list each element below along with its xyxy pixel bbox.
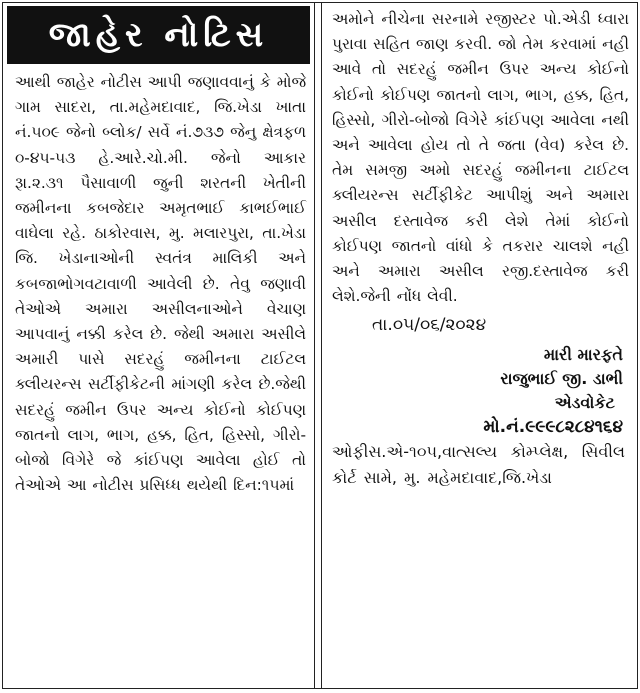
- notice-headline: જાહેર નોટિસ: [7, 6, 310, 64]
- notice-date: તા.૦૫/૦૬/૨૦૨૪: [372, 315, 487, 336]
- signature-name: રાજુભાઈ જી. ડાભી: [500, 369, 623, 389]
- notice-text-left: આથી જાહેર નોટીસ આપી જણાવવાનું કે મોજે ગામ સાદરા, તા.મહેમદાવાદ, જિ.ખેડા ખાતા નં.૫૦૯ જેનો બ્લોક/ સર્વે નં.૭૩૭ જેનુ ક્ષેત્રફળ ૦-૪૫-૫૩ હે.આરે.ચો.મી. જેનો આકાર રૂા.૨.૩૧ પૈસાવાળી જુની શરતની ખેતીની જમીનના કબજેદાર અમૃતભાઈ કાભઈભાઈ વાઘેલા રહે. ઠાકોરવાસ, મુ. મલારપુરા, તા.ખેડા જિ. ખેડાનાઓની સ્વતંત્ર માલિકી અને કબજાભોગવટાવાળી આવેલી છે. તેવુ જણાવી તેઓએ અમારા અસીલનાઓને વેચાણ આપવાનું નક્કી કરેલ છે. જેથી અમારા અસીલે અમારી પાસે સદરહું જમીનના ટાઈટલ ક્લીયરન્સ સર્ટીફીકેટની માંગણી કરેલ છે.જેથી સદરહું જમીન ઉપર અન્ય કોઈનો કોઈપણ જાતનો લાગ, ભાગ, હક્ક, હિત, હિસ્સો, ગીરો- બોજો વિગેરે જે કાંઈપણ આવેલા હોઈ તો તેઓએ આ નોટીસ પ્રસિધ્ધ થયેથી દિન:૧૫માં: [15, 73, 306, 495]
- left-column: [3, 3, 315, 688]
- signature-title: એડવોકેટ: [554, 393, 615, 413]
- signature-via: મારી મારફતે: [543, 345, 623, 365]
- left-body: [3, 70, 314, 498]
- signature-phone: મો.નં.૯૯૯૮૨૮૪૧૬૪: [483, 417, 623, 438]
- office-address: ઓફીસ.એ-૧૦૫,વાત્સલ્ય કોમ્પ્લેક્ષ, સિવીલ કોર્ટ સામે, મુ. મહેમદાવાદ,જિ.ખેડા: [332, 442, 625, 488]
- signature-block: [332, 343, 629, 439]
- notice-page: [2, 2, 638, 689]
- right-column: [321, 3, 637, 688]
- notice-text-right: અમોને નીચેના સરનામે રજીસ્ટર પો.એડી ધ્વારા પુરાવા સહિત જાણ કરવી. જો તેમ કરવામાં નહી આવે તો સદરહું જમીન ઉપર અન્ય કોઈનો કોઈનો કોઈપણ જાતનો લાગ, ભાગ, હક્ક, હિત, હિસ્સો, ગીરો-બોજો વિગેરે કાંઈપણ આવેલા નથી અને આવેલા હોય તો તે જતા (વેવ) કરેલ છે. તેમ સમજી અમો સદરહું જમીનના ટાઈટલ ક્લીયરન્સ સર્ટીફીકેટ આપીશું અને અમારા અસીલ દસ્તાવેજ કરી લેશે તેમાં કોઈનો કોઈપણ જાતનો વાંધો કે તકરાર ચાલશે નહી અને અમારા અસીલ રજી.દસ્તાવેજ કરી લેશે.જેની નોંધ લેવી.: [332, 10, 629, 306]
